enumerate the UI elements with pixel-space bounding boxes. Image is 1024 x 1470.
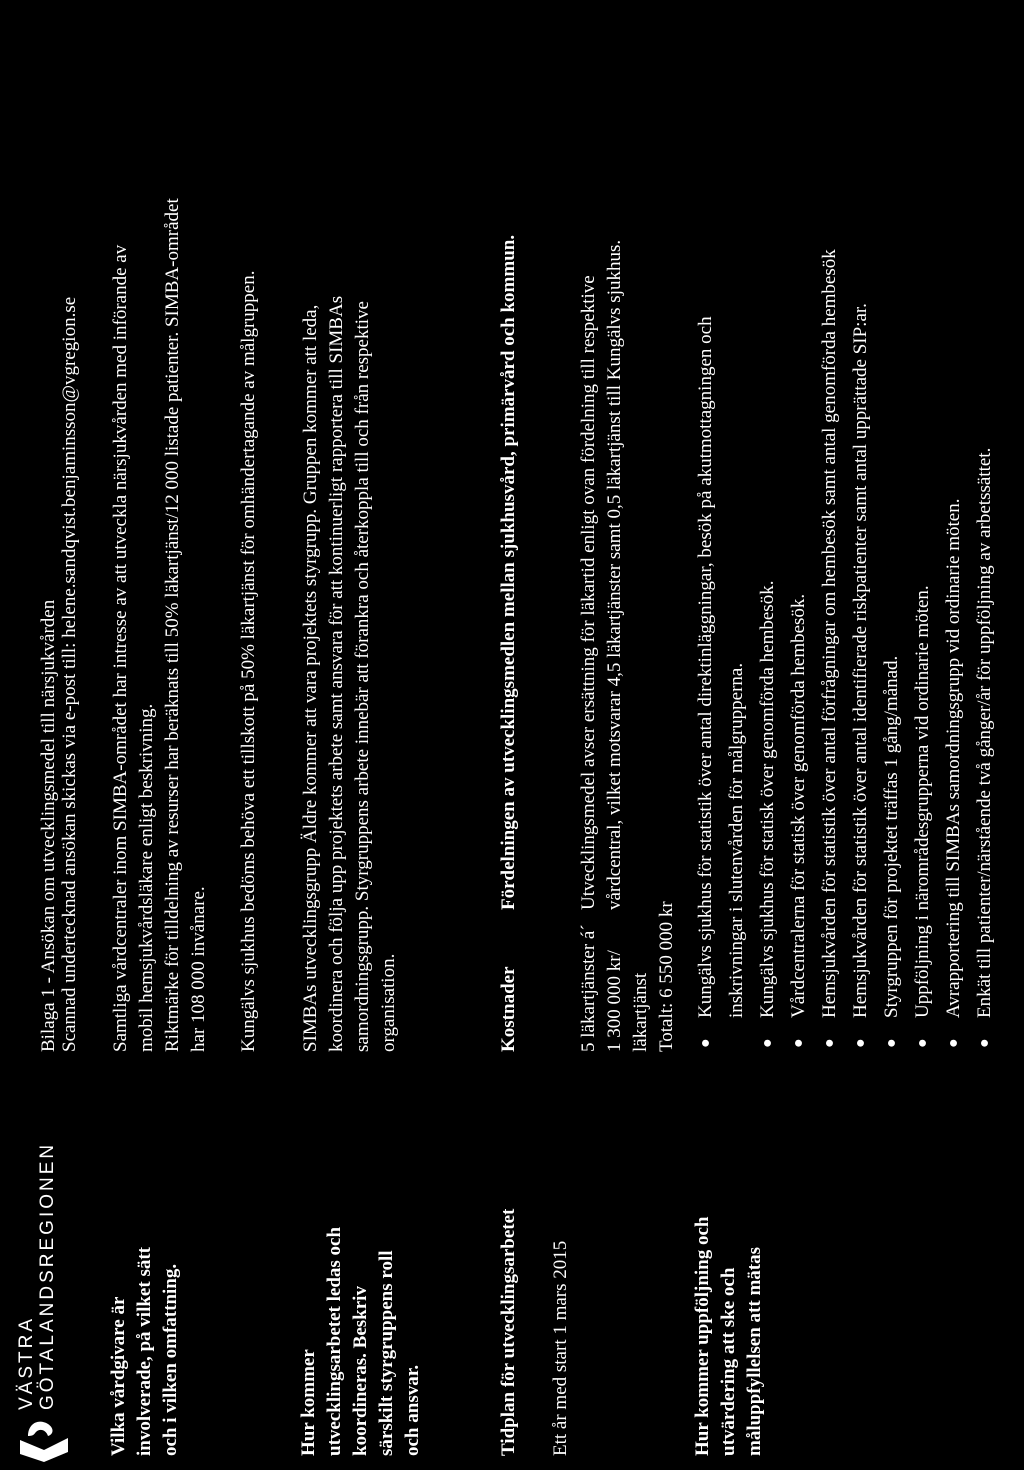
header-title: Bilaga 1 - Ansökan om utvecklingsmedel till närsjukvården	[38, 599, 59, 1052]
bullet-icon: ●	[976, 1038, 993, 1048]
question-tidplan: Tidplan för utvecklingsarbetet	[498, 1208, 519, 1456]
answer-vardgivare	[108, 12, 212, 1052]
answer-line: SIMBAs utvecklingsgrupp Äldre kommer att vara projektets styrgrupp. Gruppen kommer att leda,	[300, 304, 321, 1052]
fordelning-title: Fördelningen av utvecklingsmedlen mellan sjukhusvård, primärvård och kommun.	[498, 234, 519, 910]
bullet-icon: ●	[914, 1038, 931, 1048]
kostnader-title: Kostnader	[498, 966, 519, 1052]
fordelning-block	[496, 10, 628, 910]
kostnader-line: Totalt: 6 550 000 kr	[656, 901, 677, 1052]
answer-line: mobil hemsjukvårdsläkare enligt beskrivning.	[136, 703, 157, 1052]
answer-line: har 108 000 invånare.	[188, 886, 209, 1052]
bullet-icon: ●	[945, 1038, 962, 1048]
answer-line: Riktmärke för tilldelning av resurser har beräknats till 50% läkartjänst/12 000 listade patienter. SIMBA-området	[162, 198, 183, 1052]
kostnader-line: läkartjänst	[630, 972, 651, 1052]
document-header	[38, 297, 80, 1052]
answer-tidplan: Ett år med start 1 mars 2015	[550, 1240, 571, 1456]
list-item: ● Kungälvs sjukhus för statisk över genomförda hembesök.	[752, 12, 783, 1052]
answer-styrning	[298, 12, 402, 1052]
list-item: ● Styrgruppen för projektet träffas 1 gång/månad.	[876, 12, 907, 1052]
list-item: ● Kungälvs sjukhus för statistik över antal direktinläggningar, besök på akutmottagningen och inskrivningar i slutenvården för målgrupperna.	[690, 12, 752, 1052]
uppfoljning-list	[690, 12, 1000, 1052]
bullet-icon: ●	[759, 1038, 776, 1048]
bullet-icon: ●	[852, 1038, 869, 1048]
answer-line: Samtliga vårdcentraler inom SIMBA-området har intresse av att utveckla närsjukvården med införande av	[110, 244, 131, 1052]
fordelning-line: Utvecklingsmedel avser ersättning för läkartid enligt ovan fördelning till respektive	[578, 275, 599, 910]
answer-vardgivare-sjukhus: Kungälvs sjukhus bedöms behöva ett tillskott på 50% läkartjänst för omhändertagande av målgruppen.	[238, 270, 259, 1052]
kostnader-details	[576, 901, 680, 1052]
bullet-icon: ●	[697, 1038, 714, 1048]
list-item: ● Avrapportering till SIMBAs samordningsgrupp vid ordinarie möten.	[938, 12, 969, 1052]
list-item: ● Uppföljning i närområdesgrupperna vid ordinarie möten.	[907, 12, 938, 1052]
vgr-logo-icon	[14, 1414, 74, 1464]
brand-name	[16, 1142, 58, 1410]
answer-line: koordinera och följa upp projektets arbete samt ansvara för att kontinuerligt rapportera till SIMBAs	[326, 295, 347, 1052]
question-styrning: Hur kommer utvecklingsarbetet ledas och koordineras. Beskriv särskilt styrgruppens roll och ansvar.	[298, 1226, 423, 1456]
bullet-icon: ●	[790, 1038, 807, 1048]
question-uppfoljning: Hur kommer uppföljning och utvärdering att ske och måluppfyllelsen att mätas	[692, 1216, 765, 1456]
bullet-icon: ●	[883, 1038, 900, 1048]
list-item: ● Enkät till patienter/närstående två gånger/år för uppföljning av arbetssättet.	[969, 12, 1000, 1052]
brand-line-1: VÄSTRA	[16, 1315, 37, 1410]
kostnader-line: 5 läkartjänster á´	[578, 924, 599, 1052]
brand-line-2: GÖTALANDSREGIONEN	[37, 1141, 58, 1410]
list-item: ● Hemsjukvården för statistik över antal förfrågningar om hembesök samt antal genomförda hembesök	[814, 12, 845, 1052]
answer-line: organisation.	[378, 953, 399, 1052]
fordelning-line: vårdcentral, vilket motsvarar 4,5 läkartjänster samt 0,5 läkartjänst till Kungälvs sjukhus.	[604, 239, 625, 910]
list-item: ● Vårdcentralerna för statisk över genomförda hembesök.	[783, 12, 814, 1052]
bullet-icon: ●	[821, 1038, 838, 1048]
answer-line: samordningsgrupp. Styrgruppens arbete innebär att förankra och återkoppla till och från respektive	[352, 301, 373, 1052]
header-instructions: Scannad undertecknad ansökan skickas via e-post till: helene.sandqvist.benjaminsson@vgregion.se	[59, 296, 80, 1052]
question-vardgivare: Vilka vårdgivare är involverade, på vilket sätt och i vilken omfattning.	[108, 1247, 181, 1456]
list-item: ● Hemsjukvården för statistik över antal identifierade riskpatienter samt antal upprättade SIP:ar.	[845, 12, 876, 1052]
kostnader-line: 1 300 000 kr/	[604, 950, 625, 1052]
